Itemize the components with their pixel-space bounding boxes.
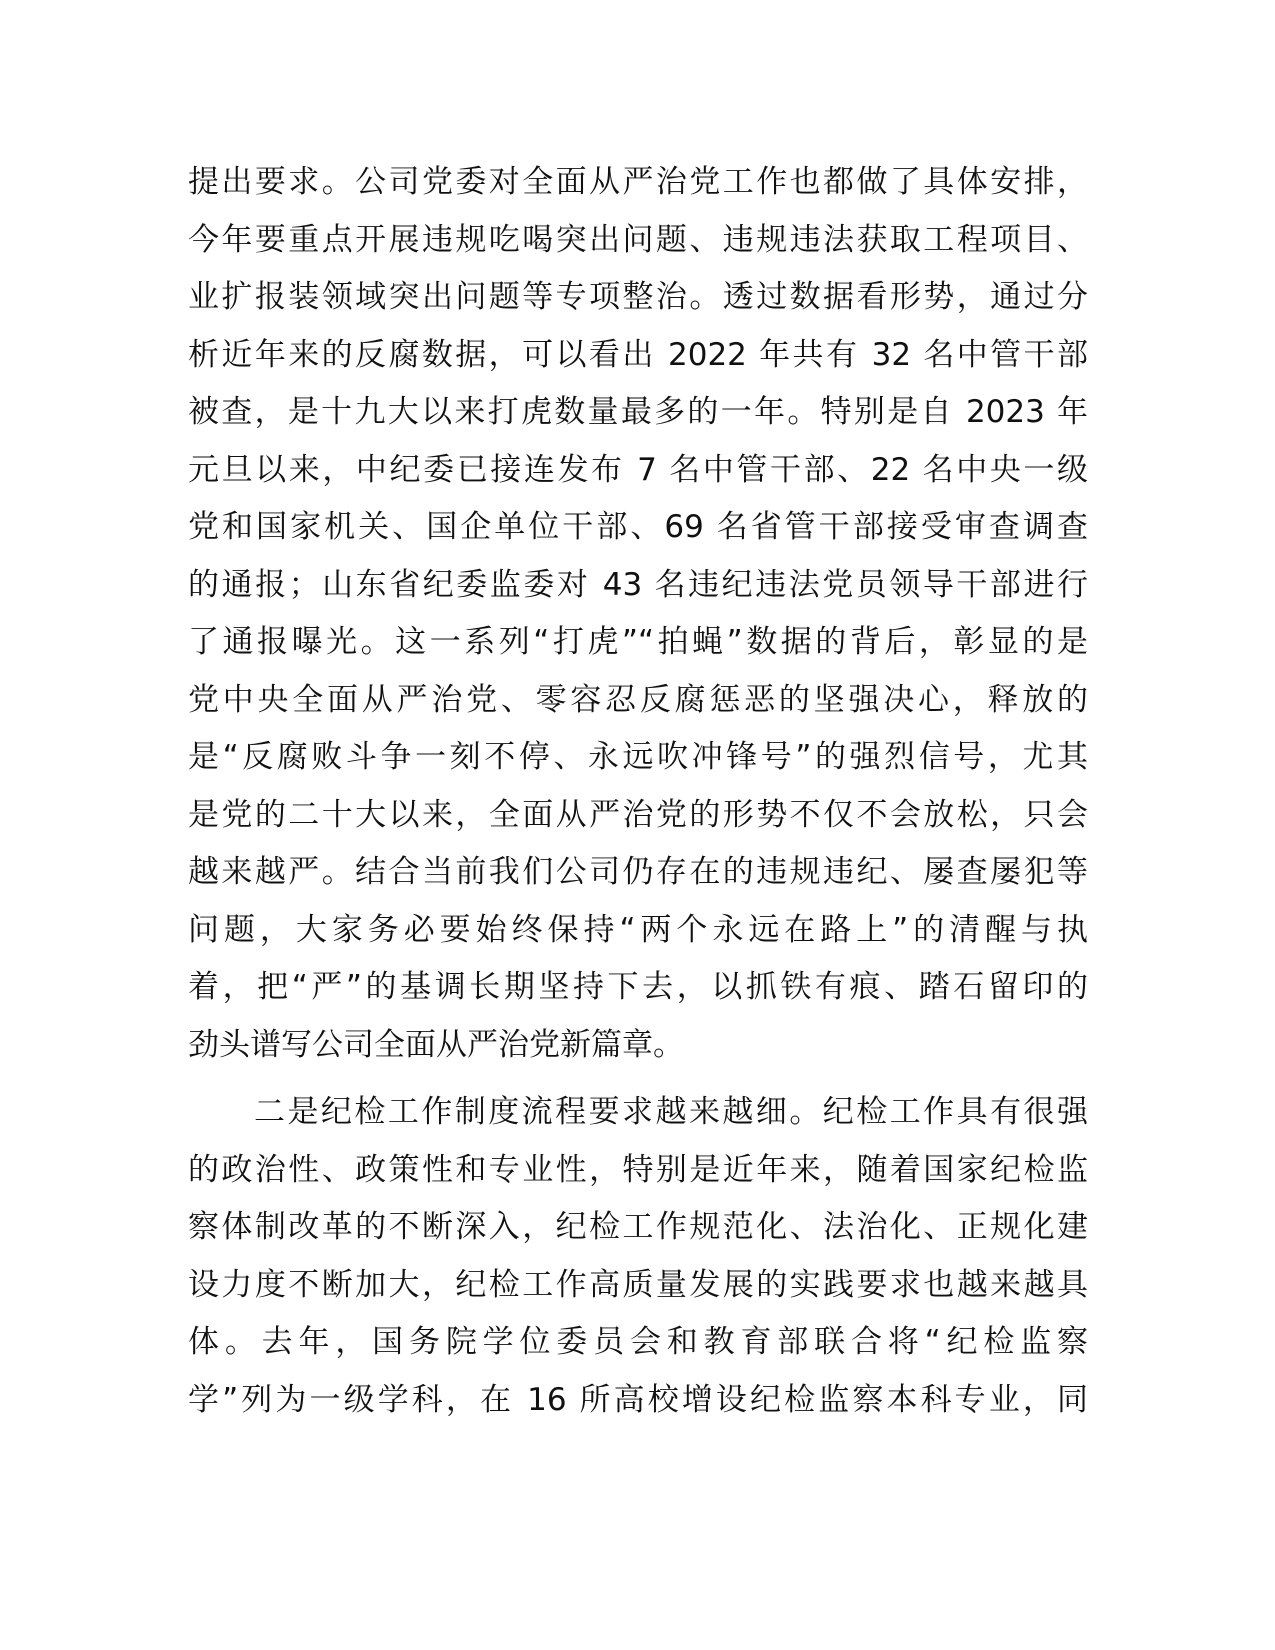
text-line: 业扩报装领域突出问题等专项整治。透过数据看形势，通过分 bbox=[188, 279, 1088, 315]
text-line: 着，把“严”的基调长期坚持下去，以抓铁有痕、踏石留印的 bbox=[188, 969, 1088, 1005]
text-line: 党和国家机关、国企单位干部、69 名省管干部接受审查调查 bbox=[188, 509, 1088, 545]
text-line: 提出要求。公司党委对全面从严治党工作也都做了具体安排， bbox=[188, 164, 1088, 200]
text-line: 党中央全面从严治党、零容忍反腐惩恶的坚强决心，释放的 bbox=[188, 681, 1088, 718]
paragraph-2 bbox=[188, 1084, 1088, 1429]
text-line: 劲头谱写公司全面从严治党新篇章。 bbox=[188, 1026, 684, 1063]
text-line: 了通报曝光。这一系列“打虎”“拍蝇”数据的背后，彰显的是 bbox=[188, 624, 1088, 660]
text-line: 察体制改革的不断深入，纪检工作规范化、法治化、正规化建 bbox=[188, 1209, 1088, 1245]
paragraph-gap bbox=[188, 1074, 1088, 1084]
text-line: 学”列为一级学科，在 16 所高校增设纪检监察本科专业，同 bbox=[188, 1381, 1088, 1418]
text-line: 体。去年，国务院学位委员会和教育部联合将“纪检监察 bbox=[188, 1324, 1088, 1360]
text-line: 是党的二十大以来，全面从严治党的形势不仅不会放松，只会 bbox=[188, 796, 1088, 833]
text-line: 今年要重点开展违规吃喝突出问题、违规违法获取工程项目、 bbox=[188, 221, 1088, 258]
text-line: 的政治性、政策性和专业性，特别是近年来，随着国家纪检监 bbox=[188, 1151, 1088, 1188]
text-line: 的通报；山东省纪委监委对 43 名违纪违法党员领导干部进行 bbox=[188, 566, 1088, 603]
text-line: 是“反腐败斗争一刻不停、永远吹冲锋号”的强烈信号，尤其 bbox=[188, 739, 1088, 775]
text-line: 二是纪检工作制度流程要求越来越细。纪检工作具有很强 bbox=[254, 1094, 1088, 1130]
document-body bbox=[188, 154, 1088, 1429]
text-line: 问题，大家务必要始终保持“两个永远在路上”的清醒与执 bbox=[188, 911, 1088, 948]
text-line: 设力度不断加大，纪检工作高质量发展的实践要求也越来越具 bbox=[188, 1266, 1088, 1303]
text-line: 被查，是十九大以来打虎数量最多的一年。特别是自 2023 年 bbox=[188, 394, 1088, 430]
text-line: 越来越严。结合当前我们公司仍存在的违规违纪、屡查屡犯等 bbox=[188, 854, 1088, 890]
paragraph-1 bbox=[188, 154, 1088, 1074]
text-line: 元旦以来，中纪委已接连发布 7 名中管干部、22 名中央一级 bbox=[188, 451, 1088, 488]
text-line: 析近年来的反腐数据，可以看出 2022 年共有 32 名中管干部 bbox=[188, 336, 1088, 373]
